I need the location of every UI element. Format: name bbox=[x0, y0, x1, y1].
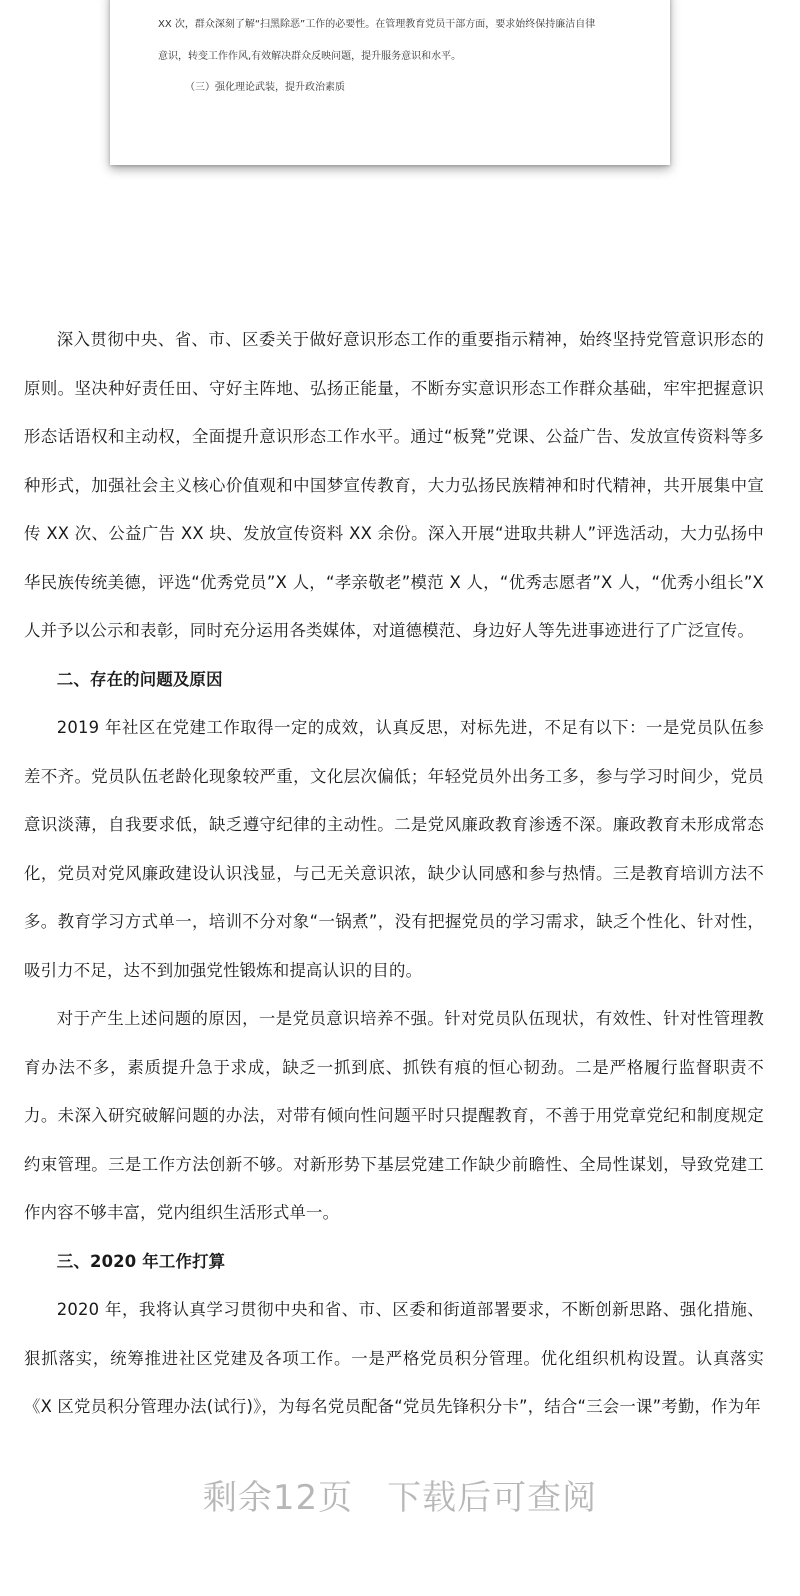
remaining-pages-count: 剩余12页 bbox=[202, 1478, 354, 1518]
download-to-view-link[interactable]: 下载后可查阅 bbox=[387, 1478, 598, 1518]
remaining-pages-notice[interactable] bbox=[0, 1470, 800, 1519]
section-heading-plan-2020: 三、2020 年工作打算 bbox=[56, 1251, 226, 1271]
paragraph-plan-2020: 2020 年，我将认真学习贯彻中央和省、市、区委和街道部署要求，不断创新思路、强化措施、狠抓落实，统筹推进社区党建及各项工作。一是严格党员积分管理。优化组织机构设置。认真落实《X 区党员积分管理办法(试行)》，为每名党员配备“党员先锋积分卡”，结合“三会一课”考勤，作为年 bbox=[24, 1300, 764, 1416]
paragraph-problems: 2019 年社区在党建工作取得一定的成效，认真反思，对标先进，不足有以下：一是党员队伍参差不齐。党员队伍老龄化现象较严重，文化层次偏低；年轻党员外出务工多，参与学习时间少，党员意识淡薄，自我要求低，缺乏遵守纪律的主动性。二是党风廉政教育渗透不深。廉政教育未形成常态化，党员对党风廉政建设认识浅显，与己无关意识浓，缺少认同感和参与热情。三是教育培训方法不多。教育学习方式单一，培训不分对象“一锅煮”，没有把握党员的学习需求，缺乏个性化、针对性，吸引力不足，达不到加强党性锻炼和提高认识的目的。 bbox=[24, 718, 764, 980]
document-body bbox=[24, 316, 764, 1432]
preview-line-1: XX 次，群众深刻了解“扫黑除恶”工作的必要性。在管理教育党员干部方面，要求始终保持廉洁自律 bbox=[158, 19, 596, 30]
preview-line-2: 意识，转变工作作风,有效解决群众反映问题，提升服务意识和水平。 bbox=[158, 51, 462, 62]
preview-subheading: （三）强化理论武装，提升政治素质 bbox=[185, 82, 345, 93]
paragraph-ideology-work: 深入贯彻中央、省、市、区委关于做好意识形态工作的重要指示精神，始终坚持党管意识形态的原则。坚决种好责任田、守好主阵地、弘扬正能量，不断夯实意识形态工作群众基础，牢牢把握意识形态话语权和主动权，全面提升意识形态工作水平。通过“板凳”党课、公益广告、发放宣传资料等多种形式，加强社会主义核心价值观和中国梦宣传教育，大力弘扬民族精神和时代精神，共开展集中宣传 XX 次、公益广告 XX 块、发放宣传资料 XX 余份。深入开展“进取共耕人”评选活动，大力弘扬中华民族传统美德，评选“优秀党员”X 人，“孝亲敬老”模范 X 人，“优秀志愿者”X 人，“优秀小组长”X 人并予以公示和表彰，同时充分运用各类媒体，对道德模范、身边好人等先进事迹进行了广泛宣传。 bbox=[24, 330, 764, 640]
previous-page-preview bbox=[110, 0, 670, 165]
section-heading-problems: 二、存在的问题及原因 bbox=[56, 669, 223, 689]
paragraph-causes: 对于产生上述问题的原因，一是党员意识培养不强。针对党员队伍现状，有效性、针对性管理教育办法不多，素质提升急于求成，缺乏一抓到底、抓铁有痕的恒心韧劲。二是严格履行监督职责不力。未深入研究破解问题的办法，对带有倾向性问题平时只提醒教育，不善于用党章党纪和制度规定约束管理。三是工作方法创新不够。对新形势下基层党建工作缺少前瞻性、全局性谋划，导致党建工作内容不够丰富，党内组织生活形式单一。 bbox=[24, 1009, 764, 1222]
